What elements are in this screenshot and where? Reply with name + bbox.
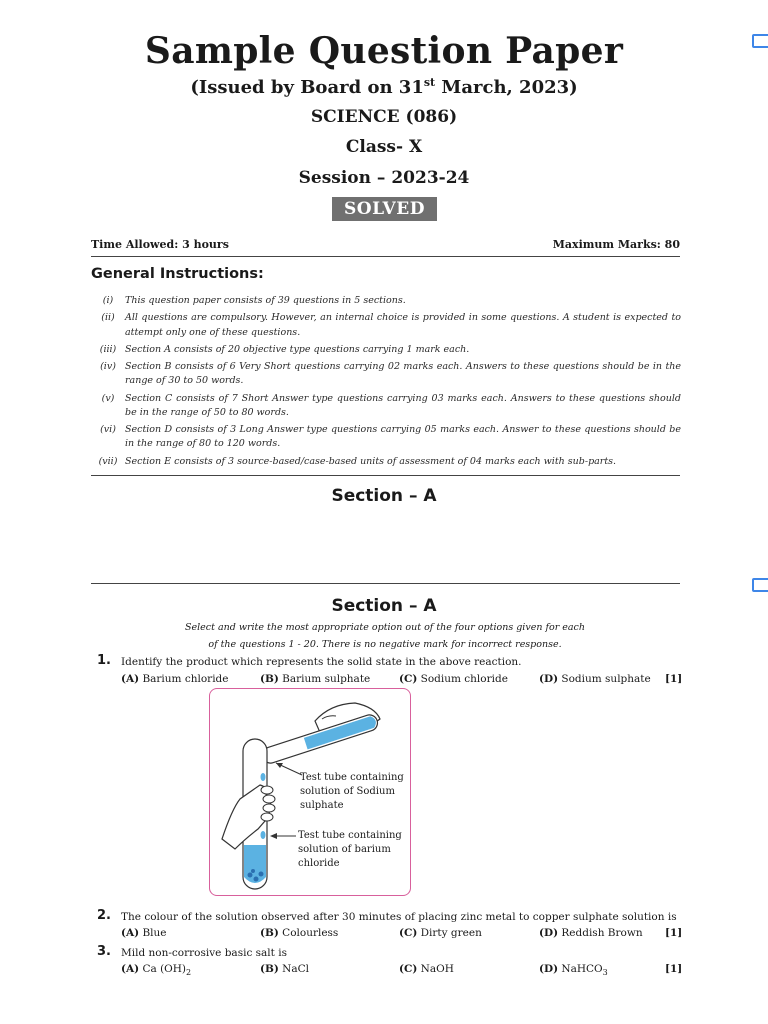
instruction-item: (v) Section C consists of 7 Short Answer type questions carrying 03 marks each. Answers to these questions should be in the range of 50 to 80 words. <box>101 392 681 418</box>
divider <box>91 256 680 257</box>
issued-line: (Issued by Board on 31st March, 2023) <box>190 76 578 98</box>
question-number: 3. <box>97 944 111 959</box>
section-a-heading-2: Section – A <box>331 596 437 616</box>
option-c: (C) Dirty green <box>399 927 482 939</box>
session-title: Session – 2023-24 <box>298 168 470 188</box>
option-c: (C) NaOH <box>399 963 454 975</box>
option-d: (D) Sodium sulphate <box>539 673 651 685</box>
instruction-item: (ii) All questions are compulsory. However, an internal choice is provided in some questions. A student is expected to attempt only one of these questions. <box>101 312 681 338</box>
page-break <box>91 572 680 578</box>
marks: [1] <box>665 673 683 685</box>
maximum-marks: Maximum Marks: 80 <box>552 238 680 251</box>
option-b: (B) Barium sulphate <box>260 673 371 685</box>
instructions-heading: General Instructions: <box>91 266 264 282</box>
option-b: (B) NaCl <box>260 963 309 975</box>
option-a: (A) Blue <box>121 927 167 939</box>
instruction-item: (i) This question paper consists of 39 questions in 5 sections. <box>102 295 406 306</box>
page-view-icon[interactable] <box>752 578 768 592</box>
marks: [1] <box>665 963 683 975</box>
option-b: (B) Colourless <box>260 927 339 939</box>
instruction-item: (iii) Section A consists of 20 objective type questions carrying 1 mark each. <box>99 343 470 355</box>
divider <box>91 475 680 476</box>
option-d: (D) NaHCO$_3$ <box>539 963 608 978</box>
question-text: Mild non-corrosive basic salt is <box>121 947 287 959</box>
instruction-item: (vi) Section D consists of 3 Long Answer type questions carrying 05 marks each. Answer to these questions should be in the range of 80 to 120 words. <box>100 424 681 450</box>
experiment-figure <box>209 688 411 896</box>
option-a: (A) Ca $(OH)_2$ <box>121 963 192 978</box>
page-title: Sample Question Paper <box>144 30 624 72</box>
instructions-list <box>91 294 681 472</box>
figure-label-top: Test tube containing solution of Sodium sulphate <box>300 772 404 811</box>
subject-title: SCIENCE (086) <box>310 107 458 127</box>
marks: [1] <box>665 927 683 939</box>
solved-badge: SOLVED <box>332 197 437 221</box>
figure-label-bottom: Test tube containing solution of barium chloride <box>298 830 402 869</box>
page-view-icon[interactable] <box>752 34 768 48</box>
option-d: (D) Reddish Brown <box>539 927 643 939</box>
option-a: (A) Barium chloride <box>121 673 229 685</box>
question-number: 2. <box>97 908 111 923</box>
option-c: (C) Sodium chloride <box>399 673 508 685</box>
time-allowed: Time Allowed: 3 hours <box>91 238 229 251</box>
question-text: Identify the product which represents the solid state in the above reaction. <box>121 656 522 668</box>
section-note: Select and write the most appropriate option out of the four options given for each of the questions 1 - 20. There is no negative mark for incorrect response. <box>185 622 585 650</box>
class-title: Class- X <box>345 137 423 157</box>
divider <box>91 583 680 584</box>
question-text: The colour of the solution observed after 30 minutes of placing zinc metal to copper sulphate solution is <box>121 911 677 923</box>
instruction-item: (iv) Section B consists of 6 Very Short questions carrying 02 marks each. Answers to these questions should be in the range of 30 to 50 words. <box>100 361 681 387</box>
instruction-item: (vii) Section E consists of 3 source-based/case-based units of assessment of 04 marks each with sub-parts. <box>98 455 617 467</box>
section-a-heading: Section – A <box>331 486 437 506</box>
question-number: 1. <box>97 653 111 668</box>
